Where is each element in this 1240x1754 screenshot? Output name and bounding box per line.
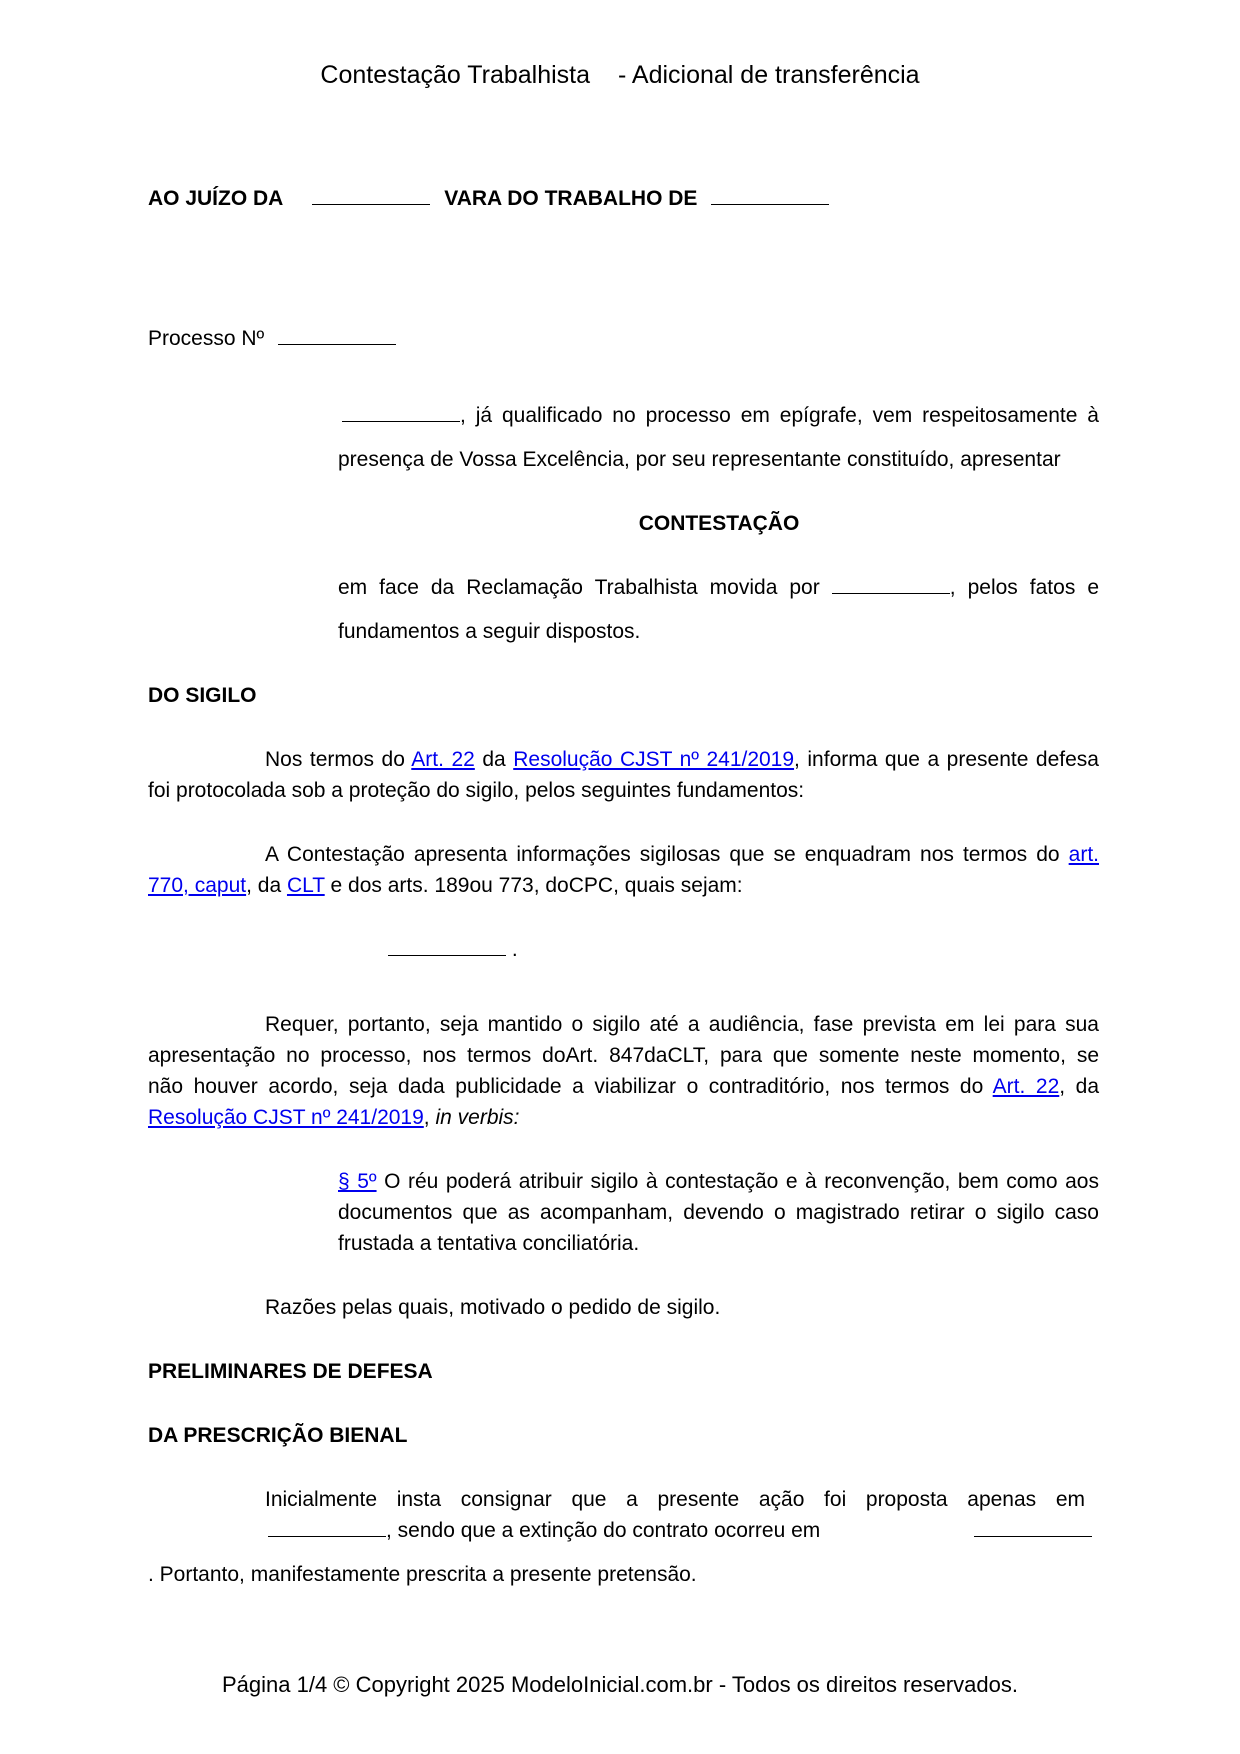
sigilo-p2-text-3: e dos arts. 189ou 773, doCPC, quais sejam: <box>330 874 743 897</box>
blank-data-extincao[interactable] <box>974 1519 1092 1537</box>
link-resolucao-cjst-second[interactable]: Resolução CJST nº 241/2019 <box>148 1106 424 1129</box>
heading-prescricao-bienal: DA PRESCRIÇÃO BIENAL <box>148 1424 408 1447</box>
sigilo-p2-text-2: , da <box>246 874 282 897</box>
blank-defendant-name[interactable] <box>342 404 460 422</box>
sigilo-p3-line3-post: , da <box>1059 1075 1100 1098</box>
link-resolucao-cjst[interactable]: Resolução CJST nº 241/2019 <box>513 748 795 771</box>
intro-line-1 <box>338 404 1099 428</box>
quote-line-2: documentos que as acompanham, devendo o magistrado retirar o sigilo caso <box>338 1201 1099 1224</box>
sigilo-p2-line-1 <box>265 843 1099 867</box>
blank-vara-number[interactable] <box>312 187 430 205</box>
prescricao-line2-text: , sendo que a extinção do contrato ocorreu em <box>386 1519 821 1542</box>
link-art-770-a[interactable]: art. <box>1068 843 1099 866</box>
blank-comarca[interactable] <box>711 187 829 205</box>
sigilo-p1-line-1 <box>265 748 1099 772</box>
sigilo-p2-text-1: A Contestação apresenta informações sigilosas que se enquadram nos termos do <box>265 843 1060 866</box>
process-label: Processo Nº <box>148 327 265 350</box>
sigilo-p3-line3-pre: não houver acordo, seja dada publicidade a viabilizar o contraditório, nos termos do <box>148 1075 984 1098</box>
prescricao-blank-right <box>974 1519 1092 1543</box>
court-address <box>148 187 829 211</box>
sigilo-p1-line-2: foi protocolada sob a proteção do sigilo, pelos seguintes fundamentos: <box>148 779 805 802</box>
blank-plaintiff-name[interactable] <box>832 576 950 594</box>
intro-line-2: presença de Vossa Excelência, por seu representante constituído, apresentar <box>338 448 1061 471</box>
sigilo-conclusion: Razões pelas quais, motivado o pedido de sigilo. <box>265 1296 721 1319</box>
process-number-line <box>148 327 396 351</box>
blank-process-number[interactable] <box>278 327 396 345</box>
blank-data-proposicao[interactable] <box>268 1519 386 1537</box>
link-art-22[interactable]: Art. 22 <box>411 748 475 771</box>
sigilo-p1-text-3: , informa que a presente defesa <box>794 748 1099 771</box>
quote-line-1 <box>338 1170 1099 1194</box>
in-verbis: in verbis: <box>435 1106 520 1129</box>
header-title-left: Contestação Trabalhista <box>320 61 591 89</box>
prescricao-line-2 <box>268 1519 820 1543</box>
sigilo-p3-line4-post: , <box>423 1106 430 1129</box>
prescricao-line-1: Inicialmente insta consignar que a presente ação foi proposta apenas em <box>265 1488 1085 1511</box>
sigilo-blank-line <box>388 938 518 962</box>
sigilo-p1-text-2: da <box>482 748 506 771</box>
link-paragrafo-5[interactable]: § 5º <box>338 1170 377 1193</box>
sigilo-p3-line-4 <box>148 1106 520 1130</box>
sigilo-blank-suffix: . <box>511 938 518 961</box>
address-part2: VARA DO TRABALHO DE <box>444 187 698 210</box>
prescricao-line-3: . Portanto, manifestamente prescrita a presente pretensão. <box>148 1563 697 1586</box>
link-clt[interactable]: CLT <box>286 874 325 897</box>
quote-line1-text: O réu poderá atribuir sigilo à contestação e à reconvenção, bem como aos <box>384 1170 1099 1193</box>
heading-do-sigilo: DO SIGILO <box>148 684 257 707</box>
header-title-right: - Adicional de transferência <box>618 61 920 89</box>
sigilo-p3-line-1: Requer, portanto, seja mantido o sigilo até a audiência, fase prevista em lei para sua <box>265 1013 1099 1036</box>
contestacao-title: CONTESTAÇÃO <box>638 512 800 535</box>
document-header <box>0 61 1240 90</box>
sigilo-p3-line-3 <box>148 1075 1099 1099</box>
link-art-770-b[interactable]: 770, caput <box>148 874 247 897</box>
quote-line-3: frustada a tentativa conciliatória. <box>338 1232 640 1255</box>
face-line1-pre: em face da Reclamação Trabalhista movida por <box>338 576 820 599</box>
intro-line1-text: , já qualificado no processo em epígrafe, vem respeitosamente à <box>460 404 1099 427</box>
blank-sigilo-info[interactable] <box>388 938 506 956</box>
face-line1-post: , pelos fatos e <box>949 576 1099 599</box>
face-line-2: fundamentos a seguir dispostos. <box>338 620 641 643</box>
sigilo-p1-text-1: Nos termos do <box>265 748 405 771</box>
face-line-1 <box>338 576 1099 600</box>
address-part1: AO JUÍZO DA <box>148 187 283 210</box>
sigilo-p3-line-2: apresentação no processo, nos termos doArt. 847daCLT, para que somente neste momento, se <box>148 1044 1099 1067</box>
heading-preliminares: PRELIMINARES DE DEFESA <box>148 1360 433 1383</box>
link-art-22-second[interactable]: Art. 22 <box>992 1075 1060 1098</box>
sigilo-p2-line-2 <box>148 874 743 898</box>
page-footer: Página 1/4 © Copyright 2025 ModeloInicial.com.br - Todos os direitos reservados. <box>222 1672 1018 1697</box>
